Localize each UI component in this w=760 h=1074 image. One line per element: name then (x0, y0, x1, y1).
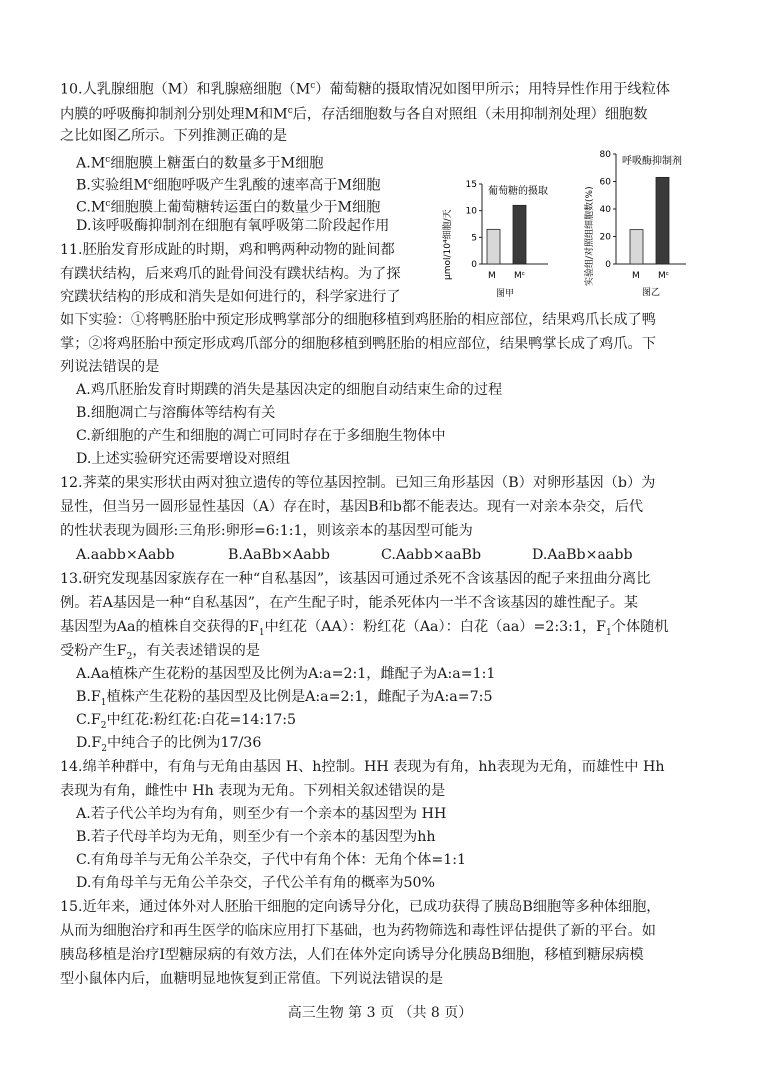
figure-a-cat-2: Mᶜ (514, 271, 526, 281)
figure-a-title: 葡萄糖的摄取 (488, 186, 548, 197)
q10-option-c: $C.M^c$细胞膜上葡萄糖转运蛋白的数量少于M细胞 (76, 199, 381, 216)
q13-option-b: $B.F_1$植株产生花粉的基因型及比例是A:a=2:1，雌配子为A:a=7:5 (76, 689, 493, 708)
q11-stem-line5: 掌；②将鸡胚胎中预定形成鸡爪部分的细胞移植到鸭胚胎的相应部位，结果鸭掌长成了鸡爪。下 (60, 336, 656, 352)
figure-a-cat-1: M (488, 271, 496, 281)
q13-stem-line3: 基因型为Aa的植株自交获得的$F_1$中红花（AA）：粉红花（Aa）：白花（aa）=2:3:1，$F_1$个体随机 (60, 619, 669, 638)
q13-stem-line1: 13.研究发现基因家族存在一种“自私基因”，该基因可通过杀死不含该基因的配子来扭曲分离比 (60, 571, 651, 587)
figure-b-tick-label: 40 (599, 205, 611, 215)
q10-option-a: $A.M^c$细胞膜上糖蛋白的数量多于M细胞 (76, 155, 324, 172)
q11-stem-line4: 如下实验：①将鸭胚胎中预定形成鸭掌部分的细胞移植到鸡胚胎的相应部位，结果鸡爪长成了鸭 (60, 312, 656, 328)
figure-a-tick-label: 10 (465, 206, 477, 217)
q10-option-d: D.该呼吸酶抑制剂在细胞有氧呼吸第二阶段起作用 (76, 218, 390, 234)
figure-b-caption: 图乙 (642, 288, 661, 298)
q15-stem-line2: 从而为细胞治疗和再生医学的临床应用打下基础，也为药物筛选和毒性评估提供了新的平台。如 (60, 923, 656, 939)
figure-b-bar-Mᶜ (656, 177, 669, 264)
figure-b-bar-M (630, 230, 643, 264)
q11-stem-line2: 有蹼状结构，后来鸡爪的趾骨间没有蹼状结构。为了探 (60, 266, 401, 282)
figure-b-title: 呼吸酶抑制剂 (622, 156, 682, 167)
figure-b-tick-label: 0 (605, 260, 611, 270)
figure-a-caption: 图甲 (496, 289, 515, 299)
q14-stem-line1: 14.绵羊种群中，有角与无角由基因 H、h控制。HH 表现为有角，hh表现为无角，而雄性中 Hh (60, 759, 665, 775)
q13-stem-line4: 受粉产生$F_2$，有关表述错误的是 (60, 643, 261, 662)
figure-a-bar-Mᶜ (513, 205, 526, 264)
q14-option-c: C.有角母羊与无角公羊杂交，子代中有角个体：无角个体=1:1 (76, 852, 467, 868)
figure-b-tick-label: 80 (599, 150, 611, 160)
figure-b-tick-label: 20 (599, 232, 611, 243)
q11-option-d: D.上述实验研究还需要增设对照组 (76, 451, 291, 467)
q11-stem-line3: 究蹼状结构的形成和消失是如何进行的，科学家进行了 (60, 289, 401, 305)
q11-option-b: B.细胞凋亡与溶酶体等结构有关 (76, 405, 276, 421)
q15-stem-line1: 15.近年来，通过体外对人胚胎干细胞的定向诱导分化，已成功获得了胰岛B细胞等多种体细胞， (60, 899, 661, 915)
q11-option-c: C.新细胞的产生和细胞的凋亡可同时存在于多细胞生物体中 (76, 428, 446, 444)
q14-option-d: D.有角母羊与无角公羊杂交，子代公羊有角的概率为50% (76, 875, 436, 891)
page-footer: 高三生物 第 3 页 （共 8 页） (287, 1005, 473, 1021)
q13-option-c: $C.F_2$中红花:粉红花:白花=14:17:5 (76, 712, 297, 731)
figure-b-ylabel: 实验组/对照组细胞数(%) (585, 186, 595, 286)
q13-option-d: $D.F_2$中纯合子的比例为17/36 (76, 735, 262, 754)
figure-a-bar-M (487, 229, 500, 264)
q12-option-d: D.AaBb×aabb (532, 547, 633, 563)
q10-stem-line2: 内膜的呼吸酶抑制剂分别处理M和$M^c$后，存活细胞数与各自对照组（未用抑制剂处理）细胞数 (60, 106, 648, 123)
figure-a-tick-label: 0 (471, 260, 477, 270)
q13-option-a: A.Aa植株产生花粉的基因型及比例为A:a=2:1，雌配子为A:a=1:1 (76, 666, 496, 682)
q13-stem-line2: 例。若A基因是一种“自私基因”，在产生配子时，能杀死体内一半不含该基因的雄性配子。某 (60, 595, 639, 611)
q12-option-a: A.aabb×Aabb (76, 547, 175, 563)
figure-a-tick-label: 15 (465, 180, 477, 190)
q12-stem-line2: 显性，但当另一圆形显性基因（A）存在时，基因B和b都不能表达。现有一对亲本杂交，后代 (60, 499, 644, 515)
q11-option-a: A.鸡爪胚胎发育时期蹼的消失是基因决定的细胞自动结束生命的过程 (76, 382, 503, 398)
figure-a-tick-label: 5 (471, 233, 477, 244)
q10-stem-line3: 之比如图乙所示。下列推测正确的是 (60, 128, 288, 144)
q15-stem-line3: 胰岛移植是治疗Ⅰ型糖尿病的有效方法，人们在体外定向诱导分化胰岛B细胞，移植到糖尿病模 (60, 947, 644, 963)
figure-b-cat-1: M (632, 271, 640, 281)
figure-b-chart (582, 140, 722, 305)
q15-stem-line4: 型小鼠体内后，血糖明显地恢复到正常值。下列说法错误的是 (60, 971, 444, 987)
q10-stem-line1: 10.人乳腺细胞（M）和乳腺癌细胞$(M^c)$葡萄糖的摄取情况如图甲所示；用特异性作用于线粒体 (60, 81, 670, 98)
figure-b-cat-2: Mᶜ (658, 271, 670, 281)
q14-option-a: A.若子代公羊均为有角，则至少有一个亲本的基因型为 HH (76, 806, 447, 822)
q14-stem-line2: 表现为有角，雌性中 Hh 表现为无角。下列相关叙述错误的是 (60, 783, 446, 799)
q11-stem-line1: 11.胚胎发育形成趾的时期，鸡和鸭两种动物的趾间都 (60, 242, 395, 258)
q12-option-b: B.AaBb×Aabb (228, 547, 330, 563)
q12-option-c: C.Aabb×aaBb (381, 547, 482, 563)
figure-b-tick-label: 60 (599, 177, 611, 188)
q14-option-b: B.若子代母羊均为无角，则至少有一个亲本的基因型为hh (76, 829, 436, 845)
q11-stem-line6: 列说法错误的是 (60, 359, 160, 375)
q12-stem-line3: 的性状表现为圆形:三角形:卵形=6:1:1，则该亲本的基因型可能为 (60, 523, 473, 539)
figure-a-chart (430, 168, 560, 303)
q12-stem-line1: 12.荠菜的果实形状由两对独立遗传的等位基因控制。已知三角形基因（B）对卵形基因（b）为 (60, 475, 656, 491)
q10-option-b: B.实验组$M^c$细胞呼吸产生乳酸的速率高于M细胞 (76, 177, 381, 194)
figure-a-ylabel: μmol/10⁴细胞/天 (443, 209, 453, 280)
